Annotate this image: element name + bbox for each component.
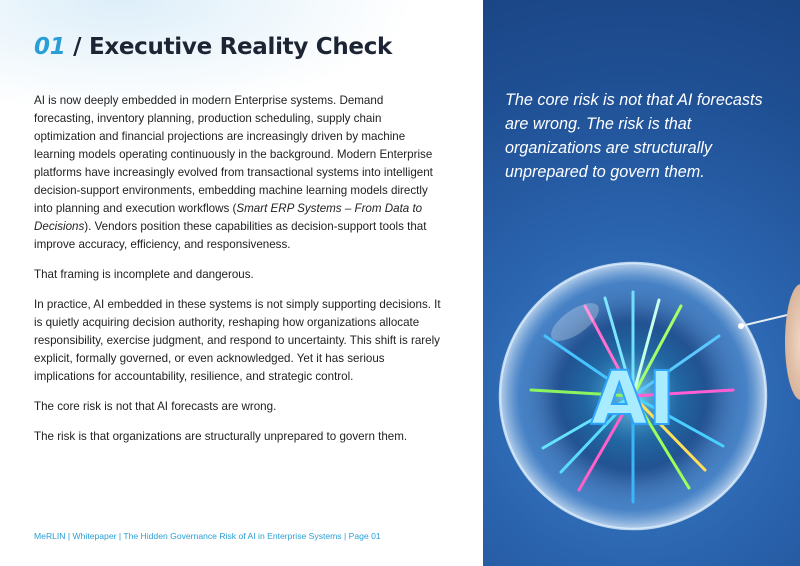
paragraph-1-text-b: ). Vendors position these capabilities as decision-support tools that improve accuracy, efficiency, and responsiveness. [34,220,427,251]
paragraph-4: The core risk is not that AI forecasts are wrong. [34,400,277,413]
citation: Smart ERP Systems – From Data to Decisions [34,202,423,233]
ai-bubble-needle-illustration [483,250,800,566]
paragraph-1-text-a: AI is now deeply embedded in modern Enterprise systems. Demand forecasting, inventory planning, production scheduling, supply chain optimization and financial projections are increasingly driven by machine learning models operating continuously in the background. Modern Enterprise platforms have increasingly evolved from transactional systems into intelligent decision-support environments, embedding machine learning models directly into planning and execution workflows ( [34,94,433,215]
body-text [34,92,444,458]
paragraph-2: That framing is incomplete and dangerous. [34,268,254,281]
page-title [34,34,392,60]
page-footer: MeRLIN | Whitepaper | The Hidden Governance Risk of AI in Enterprise Systems | Page 01 [34,531,381,541]
bubble-ai-label: AI [590,356,676,442]
title-separator: / [65,34,89,60]
quote-panel [483,0,800,566]
title-text: Executive Reality Check [88,34,393,60]
paragraph-5: The risk is that organizations are structurally unprepared to govern them. [34,430,408,443]
section-number: 01 [34,34,66,60]
pull-quote: The core risk is not that AI forecasts are wrong. The risk is that organizations are structurally unprepared to govern them. [505,91,763,181]
hand-icon [785,284,800,400]
paragraph-1 [34,92,444,254]
paragraph-3: In practice, AI embedded in these systems is not simply supporting decisions. It is quietly acquiring decision authority, reshaping how organizations allocate responsibility, exercise judgment, and respond to uncertainty. This shift is rarely explicit, formally governed, or even acknowledged. Yet it has serious implications for accountability, resilience, and strategic control. [34,298,441,383]
